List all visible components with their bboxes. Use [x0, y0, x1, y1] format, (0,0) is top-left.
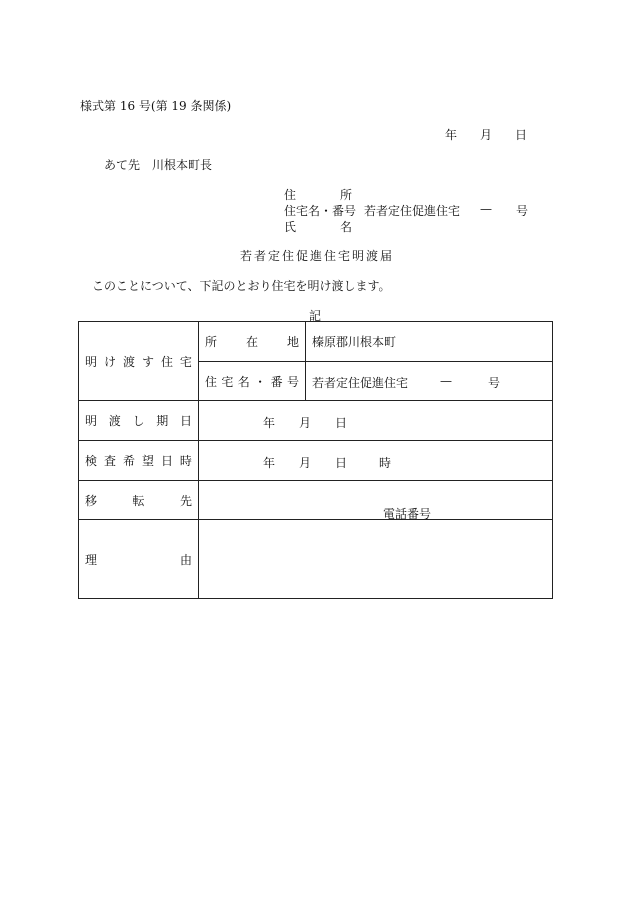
label-char: 名 [237, 374, 250, 389]
label-char: 宅 [179, 354, 192, 369]
date-day: 日 [514, 128, 527, 142]
address-label-char: 所 [339, 188, 352, 202]
label-char: し [132, 414, 145, 428]
label-char: 期 [156, 414, 169, 428]
reason-value-cell[interactable] [199, 520, 553, 599]
applicant-residence-name: 若者定住促進住宅 [364, 204, 461, 218]
addressee: あて先 川根本町長 [104, 158, 213, 172]
label-char: 希 [122, 454, 135, 468]
label-char: 所 [205, 335, 218, 349]
vacate-label [85, 412, 192, 429]
inspection-year: 年 [263, 455, 276, 470]
label-char: 号 [286, 374, 299, 389]
number-value-suffix: 号 [488, 376, 501, 390]
inspection-value-cell[interactable] [199, 441, 553, 481]
date-month: 月 [479, 128, 492, 142]
moveto-label [85, 492, 192, 509]
label-char: 渡 [108, 414, 121, 428]
form-table [78, 321, 553, 599]
label-char: 先 [179, 493, 192, 508]
location-label [205, 333, 299, 350]
label-char: 地 [286, 335, 299, 349]
label-char: 在 [245, 335, 258, 349]
applicant-address-label [284, 186, 352, 203]
reason-label [85, 551, 192, 568]
label-char: 住 [160, 354, 173, 369]
vacate-year: 年 [263, 415, 276, 430]
inspection-label [85, 452, 192, 469]
location-value: 榛原郡川根本町 [312, 335, 397, 349]
label-char: ・ [254, 374, 267, 389]
label-char: 時 [179, 454, 192, 468]
inspection-hour: 時 [379, 455, 392, 470]
label-char: 移 [85, 493, 98, 508]
body-text: このことについて、下記のとおり住宅を明け渡します。 [92, 279, 391, 293]
moveto-value-cell[interactable] [199, 481, 553, 520]
vacate-label-cell [79, 401, 199, 441]
label-char: 日 [179, 414, 192, 428]
number-value-name: 若者定住促進住宅 [312, 376, 409, 390]
date-year: 年 [445, 128, 458, 142]
applicant-name-label [284, 218, 352, 235]
label-char: 宅 [221, 374, 234, 389]
applicant-residence-dash: — [480, 202, 492, 216]
phone-label: 電話番号 [383, 507, 432, 521]
address-label-char: 住 [284, 188, 297, 202]
label-char: 査 [103, 454, 116, 468]
label-char: 番 [270, 374, 283, 389]
location-label-cell [199, 322, 306, 362]
label-char: 渡 [122, 354, 135, 369]
inspection-day: 日 [335, 455, 348, 470]
label-char: 理 [85, 552, 98, 567]
label-char: け [103, 354, 116, 369]
location-value-cell[interactable] [306, 322, 553, 362]
label-char: 日 [160, 454, 173, 468]
inspection-label-cell [79, 441, 199, 481]
house-label-cell [79, 322, 199, 401]
inspection-month: 月 [299, 455, 312, 470]
ki-mark: 記 [309, 309, 322, 323]
document-title: 若者定住促進住宅明渡届 [240, 249, 395, 263]
number-value-cell[interactable] [306, 362, 553, 401]
name-label-char: 氏 [284, 220, 297, 234]
number-label-cell [199, 362, 306, 401]
form-number: 様式第 16 号(第 19 条関係) [80, 99, 232, 113]
vacate-value-cell[interactable] [199, 401, 553, 441]
label-char: 望 [141, 454, 154, 468]
house-label [85, 353, 192, 370]
vacate-month: 月 [299, 415, 312, 430]
label-char: 検 [85, 454, 98, 468]
label-char: す [141, 354, 154, 369]
moveto-label-cell [79, 481, 199, 520]
reason-label-cell [79, 520, 199, 599]
applicant-residence-label: 住宅名・番号 [284, 204, 357, 218]
number-value-dash: — [440, 374, 452, 388]
label-char: 明 [85, 354, 98, 369]
label-char: 明 [85, 414, 98, 428]
label-char: 転 [132, 493, 145, 508]
label-char: 住 [205, 374, 218, 389]
name-label-char: 名 [339, 220, 352, 234]
label-char: 由 [179, 552, 192, 567]
date-line [445, 126, 527, 143]
applicant-residence-suffix: 号 [516, 204, 529, 218]
number-label [205, 373, 299, 390]
vacate-day: 日 [335, 415, 348, 430]
